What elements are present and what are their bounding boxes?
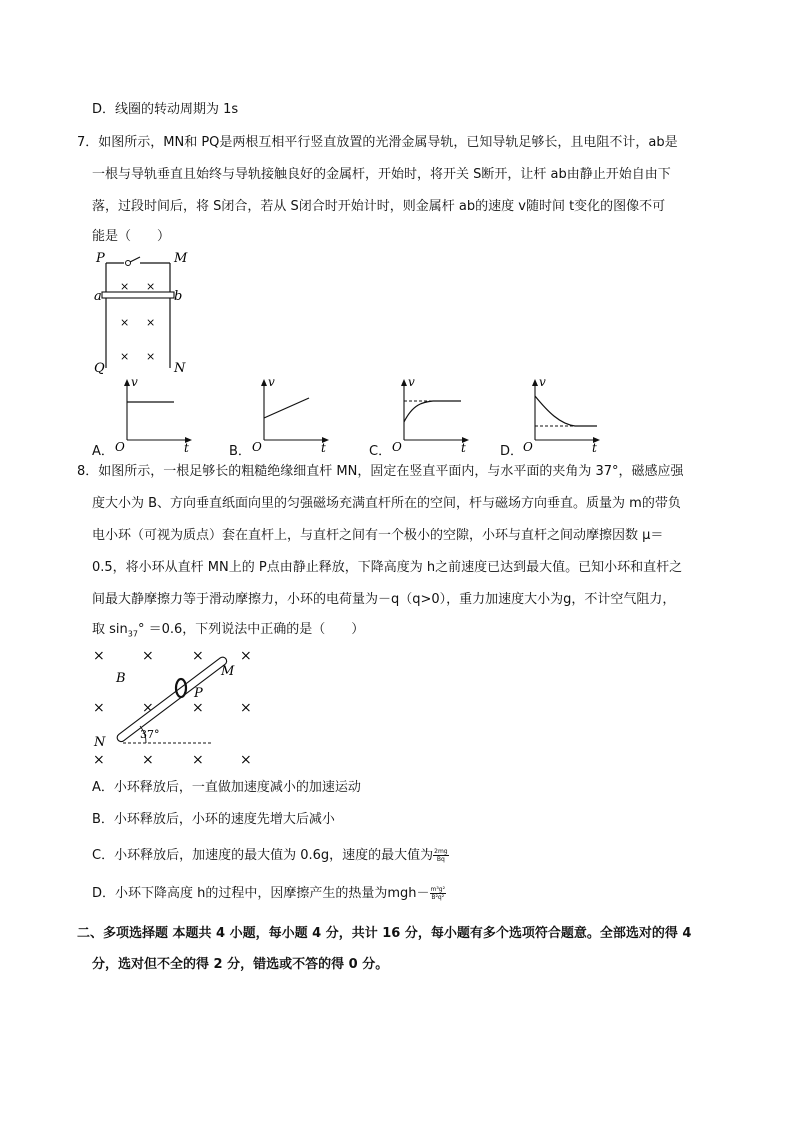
- q7-graph-a-label: A．: [92, 444, 114, 459]
- field-x: ×: [142, 700, 154, 716]
- axis-v: v: [408, 375, 415, 389]
- field-x: ×: [93, 752, 105, 768]
- q7-graph-d-label: D．: [500, 444, 524, 459]
- field-x: ×: [192, 752, 204, 768]
- field-x: ×: [120, 350, 130, 363]
- q7-stem-line3: 落，过段时间后，将 S闭合，若从 S闭合时开始计时，则金属杆 ab的速度 v随时间 t变化的图像不可: [92, 199, 666, 214]
- q7-graph-c-label: C．: [369, 444, 392, 459]
- field-x: ×: [146, 280, 156, 293]
- q8-option-d-text: D．小环下降高度 h的过程中，因摩擦产生的热量为mgh－: [92, 886, 430, 901]
- q7-graph-c: [389, 374, 474, 454]
- q7-stem-line1: 7．如图所示，MN和 PQ是两根互相平行竖直放置的光滑金属导轨，已知导轨足够长，且电阻不计，ab是: [77, 135, 678, 150]
- fraction-numerator: 2mg: [434, 848, 448, 855]
- q8-option-d-fraction: [430, 886, 446, 901]
- label-B: B: [116, 671, 126, 686]
- q8-stem-line2: 度大小为 B、方向垂直纸面向里的匀强磁场充满直杆所在的空间，杆与磁场方向垂直。质量为 m的带负: [92, 496, 681, 511]
- field-x: ×: [146, 316, 156, 329]
- axis-t: t: [461, 441, 466, 454]
- q7-graph-b: [249, 374, 334, 454]
- q8-option-c-text: C．小环释放后，加速度的最大值为 0.6g，速度的最大值为: [92, 848, 434, 863]
- fraction-denominator: B²q²: [431, 894, 445, 901]
- q7-graph-b-label: B．: [229, 444, 251, 459]
- section2-heading-line1: 二、多项选择题 本题共 4 小题，每小题 4 分，共计 16 分，每小题有多个选项符合题意。全部选对的得 4: [77, 926, 692, 941]
- q8-stem-line5: 间最大静摩擦力等于滑动摩擦力，小环的电荷量为－q（q>0），重力加速度大小为g，不计空气阻力，: [92, 592, 676, 607]
- q7-graph-d: [520, 374, 605, 454]
- fraction-denominator: Bq: [436, 856, 445, 863]
- label-P: P: [96, 251, 105, 266]
- label-b: b: [174, 289, 183, 304]
- field-x: ×: [192, 700, 204, 716]
- q8-stem-line6-post: ° ＝0.6，下列说法中正确的是（ ）: [137, 622, 365, 637]
- q8-stem-line3: 电小环（可视为质点）套在直杆上，与直杆之间有一个极小的空隙，小环与直杆之间动摩擦因数 μ＝: [92, 528, 664, 543]
- field-x: ×: [192, 648, 204, 664]
- label-P: P: [194, 686, 203, 701]
- label-Q: Q: [94, 361, 105, 376]
- field-x: ×: [240, 700, 252, 716]
- field-x: ×: [240, 752, 252, 768]
- fraction-numerator: m³g²: [430, 886, 446, 893]
- q7-circuit-diagram: [88, 248, 198, 378]
- field-x: ×: [146, 350, 156, 363]
- q8-option-c-fraction: [433, 848, 448, 863]
- axis-t: t: [592, 441, 597, 454]
- q7-stem-line4: 能是（ ）: [92, 229, 171, 244]
- q8-stem-line1: 8．如图所示，一根足够长的粗糙绝缘细直杆 MN，固定在竖直平面内，与水平面的夹角为 37°，磁感应强: [77, 464, 684, 479]
- axis-v: v: [131, 375, 138, 389]
- q8-stem-line6-pre: 取 sin: [92, 622, 128, 637]
- label-a: a: [94, 289, 102, 304]
- field-x: ×: [120, 280, 130, 293]
- origin: O: [523, 440, 533, 454]
- field-x: ×: [120, 316, 130, 329]
- origin: O: [252, 440, 262, 454]
- axis-t: t: [321, 441, 326, 454]
- field-x: ×: [142, 648, 154, 664]
- q8-stem-line4: 0.5，将小环从直杆 MN上的 P点由静止释放，下降高度为 h之前速度已达到最大值。已知小环和直杆之: [92, 560, 683, 575]
- label-M: M: [174, 251, 188, 266]
- q8-option-c: [92, 846, 449, 866]
- label-N: N: [174, 361, 186, 376]
- q8-stem-line6: [92, 620, 364, 645]
- field-x: ×: [240, 648, 252, 664]
- field-x: ×: [93, 700, 105, 716]
- section2-heading-line2: 分，选对但不全的得 2 分，错选或不答的得 0 分。: [92, 957, 389, 972]
- axis-v: v: [539, 375, 546, 389]
- q8-rod-diagram: [88, 644, 268, 774]
- q6-option-d: D．线圈的转动周期为 1s: [92, 102, 239, 117]
- axis-t: t: [184, 441, 189, 454]
- field-x: ×: [142, 752, 154, 768]
- angle-label: 37°: [140, 728, 160, 741]
- origin: O: [392, 440, 402, 454]
- q8-option-a: A．小环释放后，一直做加速度减小的加速运动: [92, 780, 361, 795]
- q8-stem-line6-sub: 37: [127, 629, 138, 639]
- label-N: N: [94, 735, 106, 750]
- q7-graph-a: [112, 374, 197, 454]
- origin: O: [115, 440, 125, 454]
- label-M: M: [221, 664, 235, 679]
- q8-option-b: B．小环释放后，小环的速度先增大后减小: [92, 812, 335, 827]
- q7-stem-line2: 一根与导轨垂直且始终与导轨接触良好的金属杆，开始时，将开关 S断开，让杆 ab由静止开始自由下: [92, 167, 671, 182]
- q8-option-d: [92, 884, 446, 904]
- field-x: ×: [93, 648, 105, 664]
- axis-v: v: [268, 375, 275, 389]
